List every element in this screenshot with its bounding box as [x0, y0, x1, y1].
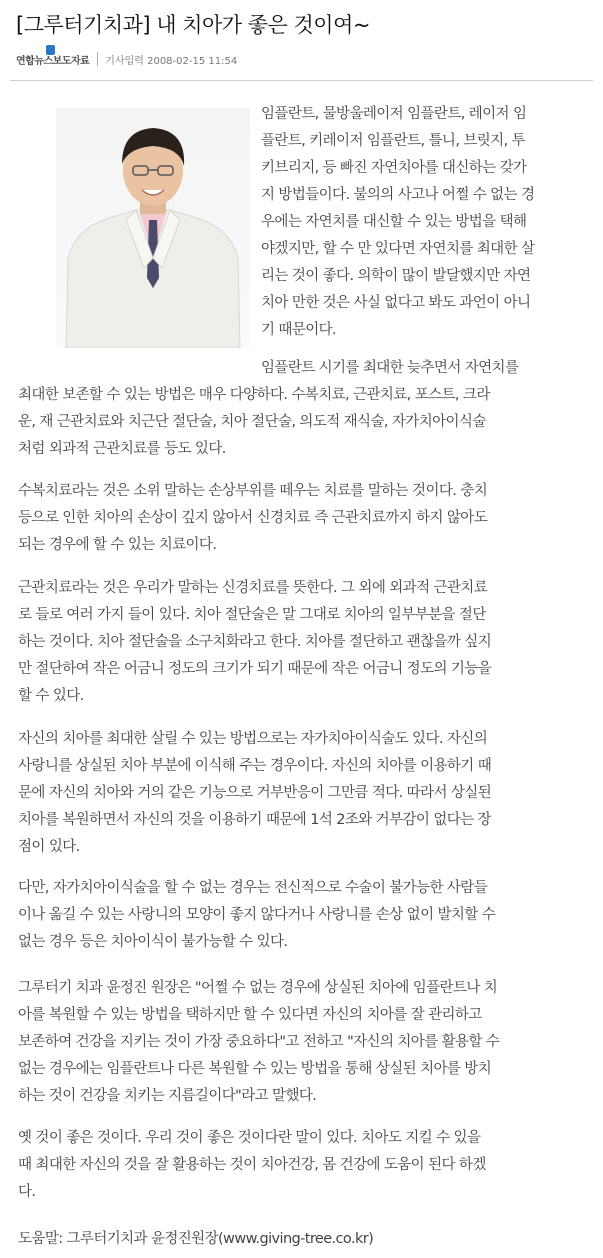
article-timestamp: 기사입력 2008-02-15 11:54: [105, 55, 238, 67]
paragraph-8: [18, 1125, 584, 1206]
text-line: 도움말: 그루터기치과 윤정진원장(www.giving-tree.co.kr): [18, 1231, 374, 1247]
text-line: 리는 것이 좋다. 의학이 많이 발달했지만 자연: [261, 268, 531, 284]
paragraph-5: [18, 726, 584, 861]
text-line: 때 최대한 자신의 것을 잘 활용하는 것이 치아건강, 몸 건강에 도움이 된다 하겠: [18, 1157, 486, 1173]
paragraph-1: [261, 101, 586, 344]
paragraph-6: [18, 875, 584, 956]
text-line: 보존하여 건강을 지키는 것이 가장 중요하다"고 전하고 "자신의 치아를 활용할 수: [18, 1034, 500, 1050]
meta-separator: [97, 52, 98, 66]
text-line: 다.: [18, 1184, 36, 1200]
doctor-photo: [56, 108, 250, 348]
article-title: [그루터기치과] 내 치아가 좋은 것이여~: [16, 13, 370, 37]
text-line: 만 절단하여 작은 어금니 정도의 크기가 되기 때문에 작은 어금니 정도의 기능을: [18, 661, 492, 677]
text-line: 치아 만한 것은 사실 없다고 봐도 과언이 아니: [261, 295, 531, 311]
text-line: 하는 것이다. 치아 절단술을 소구치화라고 한다. 치아를 절단하고 괜찮을까 싶지: [18, 634, 492, 650]
article-meta: [16, 49, 237, 69]
logo-mark-icon: [46, 45, 55, 55]
text-line: 사랑니를 상실된 치아 부분에 이식해 주는 경우이다. 자신의 치아를 이용하기 때: [18, 758, 492, 774]
source-logo[interactable]: [16, 52, 89, 67]
text-line: 수복치료라는 것은 소위 말하는 손상부위를 떼우는 치료를 말하는 것이다. 충치: [18, 483, 488, 499]
text-line: 등으로 인한 치아의 손상이 깊지 않아서 신경치료 즉 근관치료까지 하지 않아도: [18, 510, 488, 526]
text-line: 아를 복원할 수 있는 방법을 택하지만 할 수 있다면 자신의 치아를 잘 관리하고: [18, 1007, 482, 1023]
text-line: 자신의 치아를 최대한 살릴 수 있는 방법으로는 자가치아이식술도 있다. 자신의: [18, 731, 488, 747]
text-line: 최대한 보존할 수 있는 방법은 매우 다양하다. 수복치료, 근관치료, 포스트, 크라: [18, 387, 490, 403]
text-line: 그루터기 치과 윤정진 원장은 "어쩔 수 없는 경우에 상실된 치아에 임플란트나 치: [18, 980, 498, 996]
text-line: 할 수 있다.: [18, 688, 84, 704]
text-line: 키브리지, 등 빠진 자연치아를 대신하는 갖가: [261, 160, 527, 176]
text-line: 하는 것이 건강을 치키는 지름길이다"라고 말했다.: [18, 1088, 317, 1104]
text-line: 근관치료라는 것은 우리가 말하는 신경치료를 뜻한다. 그 외에 외과적 근관치료: [18, 580, 488, 596]
text-line: 없는 경우 등은 치아이식이 불가능할 수 있다.: [18, 934, 288, 950]
text-line: 다만, 자가치아이식술을 할 수 없는 경우는 전신적으로 수술이 불가능한 사람들: [18, 880, 488, 896]
text-line: 옛 것이 좋은 것이다. 우리 것이 좋은 것이다란 말이 있다. 치아도 지킬 수 있을: [18, 1130, 481, 1146]
text-line: 치아를 복원하면서 자신의 것을 이용하기 때문에 1석 2조와 거부감이 없다는 장: [18, 812, 491, 828]
text-line: 기 때문이다.: [261, 322, 337, 338]
text-line: 점이 있다.: [18, 839, 80, 855]
paragraph-7: [18, 975, 584, 1110]
header-divider: [10, 80, 593, 81]
text-line: 없는 경우에는 임플란트나 다른 복원할 수 있는 방법을 통해 상실된 치아를 방치: [18, 1061, 492, 1077]
text-line: 처럼 외과적 근관치료를 등도 있다.: [18, 441, 226, 457]
text-line: 이나 옮길 수 있는 사랑니의 모양이 좋지 않다거나 사랑니를 손상 없이 발치할 수: [18, 907, 496, 923]
source-logo-text: 연합뉴스보도자료: [16, 55, 90, 67]
text-line: 지 방법들이다. 불의의 사고나 어쩔 수 없는 경: [261, 187, 535, 203]
text-line: 야겠지만, 할 수 만 있다면 자연치를 최대한 살: [261, 241, 535, 257]
paragraph-2: [18, 355, 584, 490]
text-line: 로 들로 여러 가지 들이 있다. 치아 절단술은 말 그대로 치아의 일부부분을 절단: [18, 607, 486, 623]
help-credit: [18, 1226, 584, 1253]
text-line: 우에는 자연치를 대신할 수 있는 방법을 택해: [261, 214, 527, 230]
text-line: 임플란트 시기를 최대한 늦추면서 자연치를: [261, 360, 519, 376]
paragraph-4: [18, 575, 584, 710]
text-line: 플란트, 키레이저 임플란트, 틀니, 브릿지, 투: [261, 133, 525, 149]
text-line: 문에 자신의 치아와 거의 같은 기능으로 거부반응이 그만큼 적다. 따라서 상실된: [18, 785, 492, 801]
text-line: 되는 경우에 할 수 있는 치료이다.: [18, 537, 217, 553]
paragraph-3: [18, 478, 584, 559]
text-line: 운, 재 근관치료와 치근단 절단술, 치아 절단술, 의도적 재식술, 자가치아이식술: [18, 414, 486, 430]
text-line: 임플란트, 물방울레이저 임플란트, 레이저 임: [261, 106, 527, 122]
